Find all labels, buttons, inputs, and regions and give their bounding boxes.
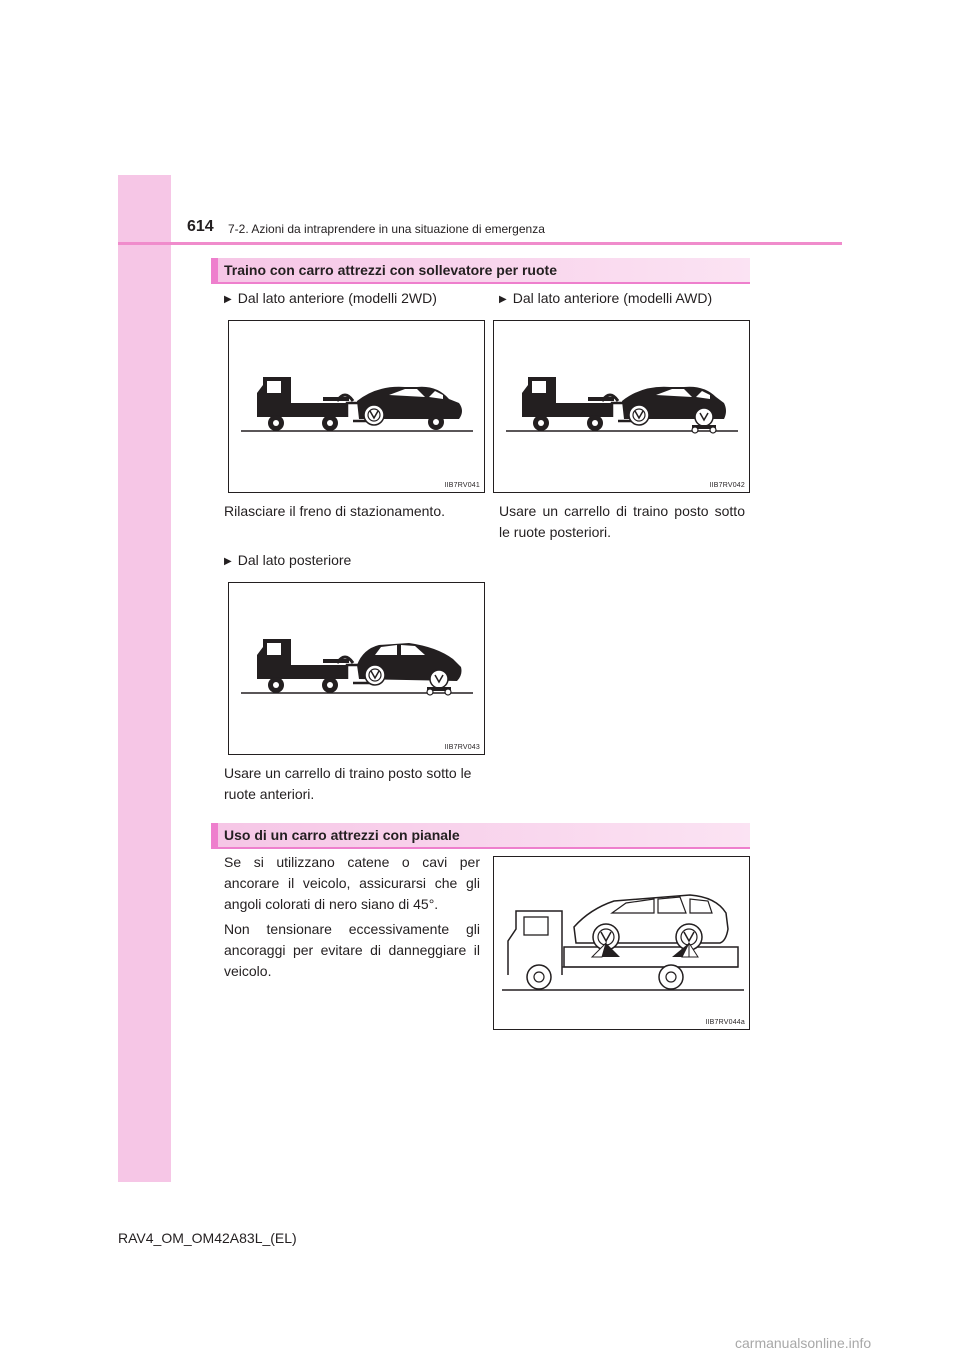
caption-front-awd: Usare un carrello di traino posto sotto le ruote posteriori. <box>499 503 745 540</box>
figure-front-awd <box>493 320 750 493</box>
bullet-front-2wd <box>224 290 437 306</box>
caption-rear: Usare un carrello di traino posto sotto le ruote anteriori. <box>224 765 472 802</box>
tow-truck-illustration <box>494 321 751 494</box>
bullet-label: Dal lato posteriore <box>237 552 352 568</box>
bullet-rear <box>224 552 351 568</box>
right-triangle-bullet-icon: ▶ <box>499 294 507 305</box>
figure-code: IIB7RV042 <box>709 482 745 489</box>
flatbed-truck-illustration <box>494 857 751 1031</box>
bullet-label: Dal lato anteriore (modelli AWD) <box>512 290 713 306</box>
document-code: RAV4_OM_OM42A83L_(EL) <box>118 1230 297 1246</box>
section-heading-wheel-lift: Traino con carro attrezzi con sollevatore per ruote <box>211 258 750 284</box>
tow-truck-illustration <box>229 321 486 494</box>
chapter-sidebar-tab <box>118 175 171 1182</box>
right-triangle-bullet-icon: ▶ <box>224 294 232 305</box>
chapter-title: 7-2. Azioni da intraprendere in una situazione di emergenza <box>228 222 545 236</box>
figure-flatbed <box>493 856 750 1030</box>
figure-rear <box>228 582 485 755</box>
paragraph-tension: Non tensionare eccessivamente gli ancoraggi per evitare di danneggiare il veicolo. <box>224 921 480 979</box>
bullet-label: Dal lato anteriore (modelli 2WD) <box>237 290 437 306</box>
watermark-text: carmanualsonline.info <box>735 1335 872 1351</box>
figure-front-2wd <box>228 320 485 493</box>
header-divider <box>118 242 842 245</box>
figure-code: IIB7RV044a <box>705 1019 745 1026</box>
paragraph-chains: Se si utilizzano catene o cavi per ancorare il veicolo, assicurarsi che gli angoli colorati di nero siano di 45°. <box>224 854 480 912</box>
section-heading-flatbed: Uso di un carro attrezzi con pianale <box>211 823 750 849</box>
figure-code: IIB7RV043 <box>444 744 480 751</box>
bullet-front-awd <box>499 290 712 306</box>
caption-front-2wd: Rilasciare il freno di stazionamento. <box>224 503 445 519</box>
right-triangle-bullet-icon: ▶ <box>224 556 232 567</box>
tow-truck-illustration <box>229 583 486 756</box>
figure-code: IIB7RV041 <box>444 482 480 489</box>
page-number: 614 <box>187 218 214 235</box>
